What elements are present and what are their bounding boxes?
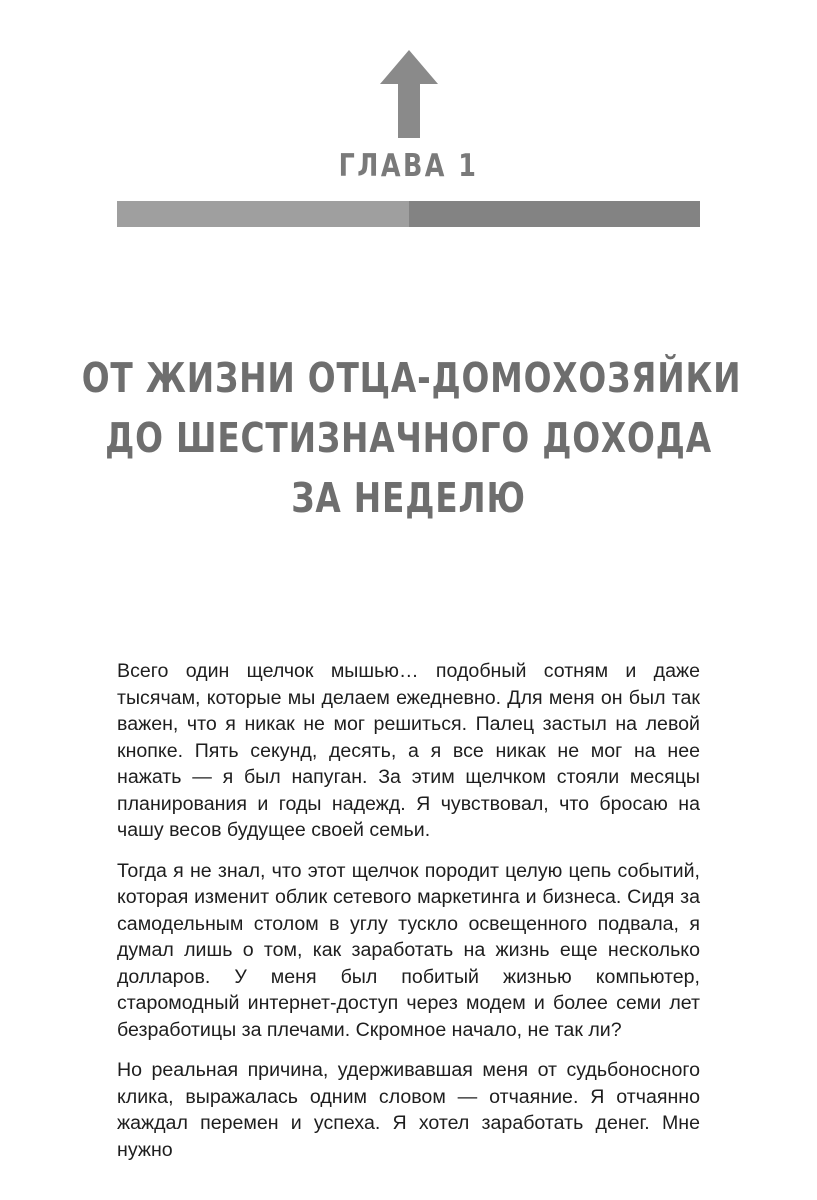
- body-text: [117, 658, 700, 1177]
- chapter-title-line: ОТ ЖИЗНИ ОТЦА-ДОМОХОЗЯЙКИ: [81, 354, 742, 402]
- chapter-divider-bar: [117, 201, 700, 227]
- chapter-bar-dark-segment: [409, 201, 700, 227]
- chapter-title-line: ЗА НЕДЕЛЮ: [291, 474, 526, 522]
- paragraph: Всего один щелчок мышью… подобный сотням и даже тысячам, которые мы делаем ежедневно. Для меня он был так важен, что я никак не мог решиться. Палец застыл на левой кнопке. Пять секунд, десять, а я все никак не мог на нее нажать — я был напуган. За этим щелчком стояли месяцы планирования и годы надежд. Я чувствовал, что бросаю на чашу весов будущее своей семьи.: [117, 660, 700, 841]
- chapter-title: [0, 348, 817, 528]
- chapter-bar-light-segment: [117, 201, 409, 227]
- arrow-up-icon: [380, 50, 438, 138]
- chapter-label: ГЛАВА 1: [338, 148, 479, 184]
- paragraph: Но реальная причина, удерживавшая меня от судьбоносного клика, выражалась одним словом — отчаяние. Я отчаянно жаждал перемен и успеха. Я хотел заработать денег. Мне нужно: [117, 1059, 700, 1161]
- chapter-title-line: ДО ШЕСТИЗНАЧНОГО ДОХОДА: [105, 414, 712, 462]
- paragraph: Тогда я не знал, что этот щелчок породит целую цепь событий, которая изменит облик сетевого маркетинга и бизнеса. Сидя за самодельным столом в углу тускло освещенного подвала, я думал лишь о том, как заработать на жизнь еще несколько долларов. У меня был побитый жизнью компьютер, старомодный интернет-доступ через модем и более семи лет безработицы за плечами. Скромное начало, не так ли?: [117, 859, 700, 1041]
